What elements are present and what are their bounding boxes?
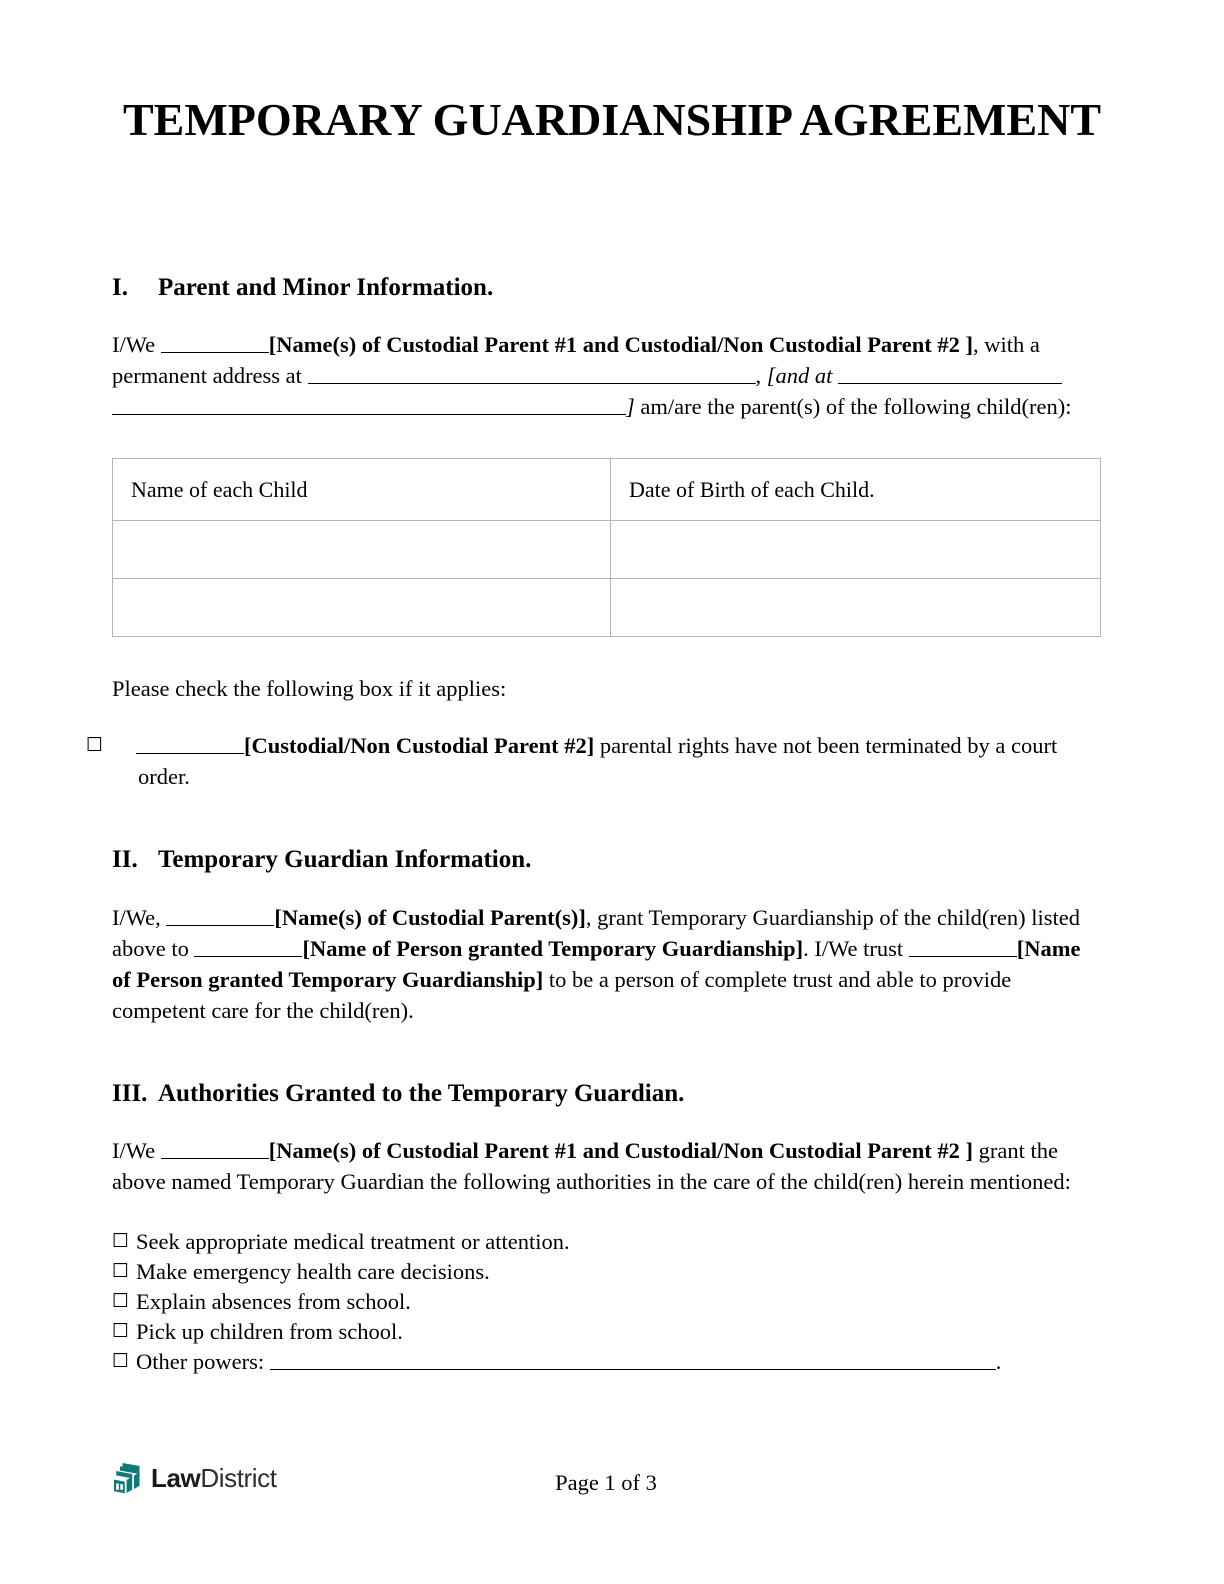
- parent2-bracket-label: [Custodial/Non Custodial Parent #2]: [244, 733, 595, 759]
- checkbox-empty-icon[interactable]: ☐: [112, 1229, 130, 1252]
- list-item: [112, 1287, 1100, 1317]
- parent2-name-blank[interactable]: [136, 734, 244, 755]
- authority-label-other: Other powers:: [136, 1348, 270, 1374]
- child-dob-cell-2[interactable]: [611, 579, 1101, 637]
- section-1-heading: [112, 272, 1100, 303]
- section-3-heading: [112, 1078, 1100, 1109]
- parent-names-blank[interactable]: [161, 333, 269, 354]
- s2-mid-text-1: , grant Temporary Guardianship of the child(ren) listed above to: [112, 904, 1080, 961]
- section-2-paragraph: [112, 902, 1100, 1026]
- document-body: [86, 272, 1100, 1377]
- section-1-intro-paragraph: I/We [Name(s) of Custodial Parent #1 and Custodial/Non Custodial Parent #2 ], with a permanent address at , [and at ] am/are the parent(s) of the following child(ren):: [112, 332, 1072, 420]
- list-item: [112, 1257, 1100, 1287]
- brand-word-district: District: [200, 1463, 277, 1493]
- table-header-child-name: Name of each Child: [113, 459, 611, 521]
- second-address-blank-part2[interactable]: [112, 395, 626, 416]
- checkbox-empty-icon[interactable]: ☐: [112, 1259, 130, 1282]
- guardian-name-blank-2[interactable]: [909, 936, 1017, 957]
- list-item: [112, 1347, 1100, 1377]
- s2-mid-text-2: . I/We trust: [803, 935, 909, 961]
- s3-tail-text: grant the above named Temporary Guardian the following authorities in the care of the child(ren) herein mentioned:: [112, 1137, 1071, 1194]
- s2-bracket-3: [Name of Person granted Temporary Guardianship]: [112, 935, 1081, 992]
- parent-names-bracket: [Name(s) of Custodial Parent #1 and Custodial/Non Custodial Parent #2 ]: [268, 332, 973, 358]
- second-address-blank-part1[interactable]: [838, 364, 1062, 385]
- section-2-title: Temporary Guardian Information.: [158, 846, 532, 874]
- s3-parent-names-blank[interactable]: [161, 1138, 269, 1159]
- s2-bracket-2: [Name of Person granted Temporary Guardianship]: [302, 935, 804, 961]
- table-row: [113, 579, 1101, 637]
- child-name-cell-1[interactable]: [113, 521, 611, 579]
- checkbox-empty-icon[interactable]: ☐: [112, 1349, 130, 1372]
- authority-label-pickup: Pick up children from school.: [136, 1318, 403, 1344]
- child-name-cell-2[interactable]: [113, 579, 611, 637]
- s3-bracket-1: [Name(s) of Custodial Parent #1 and Custodial/Non Custodial Parent #2 ]: [268, 1137, 973, 1163]
- intro-after-bracket-text: , with a permanent address at: [112, 332, 1040, 389]
- and-at-italic-label: [and at: [766, 363, 839, 389]
- section-2-number: II.: [112, 846, 138, 874]
- intro-tail-text: am/are the parent(s) of the following child(ren):: [634, 394, 1072, 420]
- section-3-number: III.: [112, 1079, 148, 1107]
- and-at-italic-close: ]: [626, 394, 635, 420]
- table-header-row: [113, 459, 1101, 521]
- s2-tail-text: to be a person of complete trust and able to provide competent care for the child(ren).: [112, 966, 1012, 1023]
- section-1-number: I.: [112, 274, 128, 301]
- section-2-heading: [112, 844, 1100, 875]
- checkbox-empty-icon[interactable]: ☐: [112, 1319, 130, 1342]
- table-row: [113, 521, 1101, 579]
- page-footer: [112, 1462, 1100, 1510]
- page-number-label: Page 1 of 3: [555, 1470, 657, 1495]
- children-table: [112, 458, 1101, 637]
- checkbox-empty-icon[interactable]: ☐: [112, 1289, 130, 1312]
- authority-label-emergency: Make emergency health care decisions.: [136, 1258, 490, 1284]
- guardian-name-blank-1[interactable]: [194, 936, 302, 957]
- list-item: [112, 1317, 1100, 1347]
- authority-label-absences: Explain absences from school.: [136, 1288, 411, 1314]
- brand-word-law: Law: [151, 1463, 201, 1493]
- section-1-title: Parent and Minor Information.: [158, 274, 494, 301]
- parental-rights-text: parental rights have not been terminated by a court order.: [138, 733, 1058, 790]
- other-powers-blank[interactable]: [270, 1349, 996, 1370]
- authority-label-medical: Seek appropriate medical treatment or attention.: [136, 1228, 570, 1254]
- section-3-title: Authorities Granted to the Temporary Guardian.: [158, 1079, 685, 1107]
- s3-lead-text: I/We: [112, 1137, 161, 1163]
- table-header-child-dob: Date of Birth of each Child.: [611, 459, 1101, 521]
- list-item: [112, 1227, 1100, 1257]
- permanent-address-blank[interactable]: [308, 364, 756, 385]
- checkbox-empty-icon[interactable]: ☐: [86, 734, 104, 757]
- page-title: TEMPORARY GUARDIANSHIP AGREEMENT: [122, 94, 1102, 145]
- section-3-paragraph: [112, 1135, 1100, 1197]
- s2-bracket-1: [Name(s) of Custodial Parent(s)]: [274, 904, 586, 930]
- s2-lead-text: I/We,: [112, 904, 167, 930]
- other-powers-trailing-period: .: [995, 1348, 1002, 1374]
- check-box-prompt: Please check the following box if it applies:: [112, 676, 507, 702]
- custodial-parent-names-blank[interactable]: [166, 905, 274, 926]
- intro-lead-text: I/We: [112, 332, 161, 358]
- child-dob-cell-1[interactable]: [611, 521, 1101, 579]
- authorities-checkbox-list: [112, 1227, 1100, 1377]
- parental-rights-checkbox-row: [86, 730, 1100, 792]
